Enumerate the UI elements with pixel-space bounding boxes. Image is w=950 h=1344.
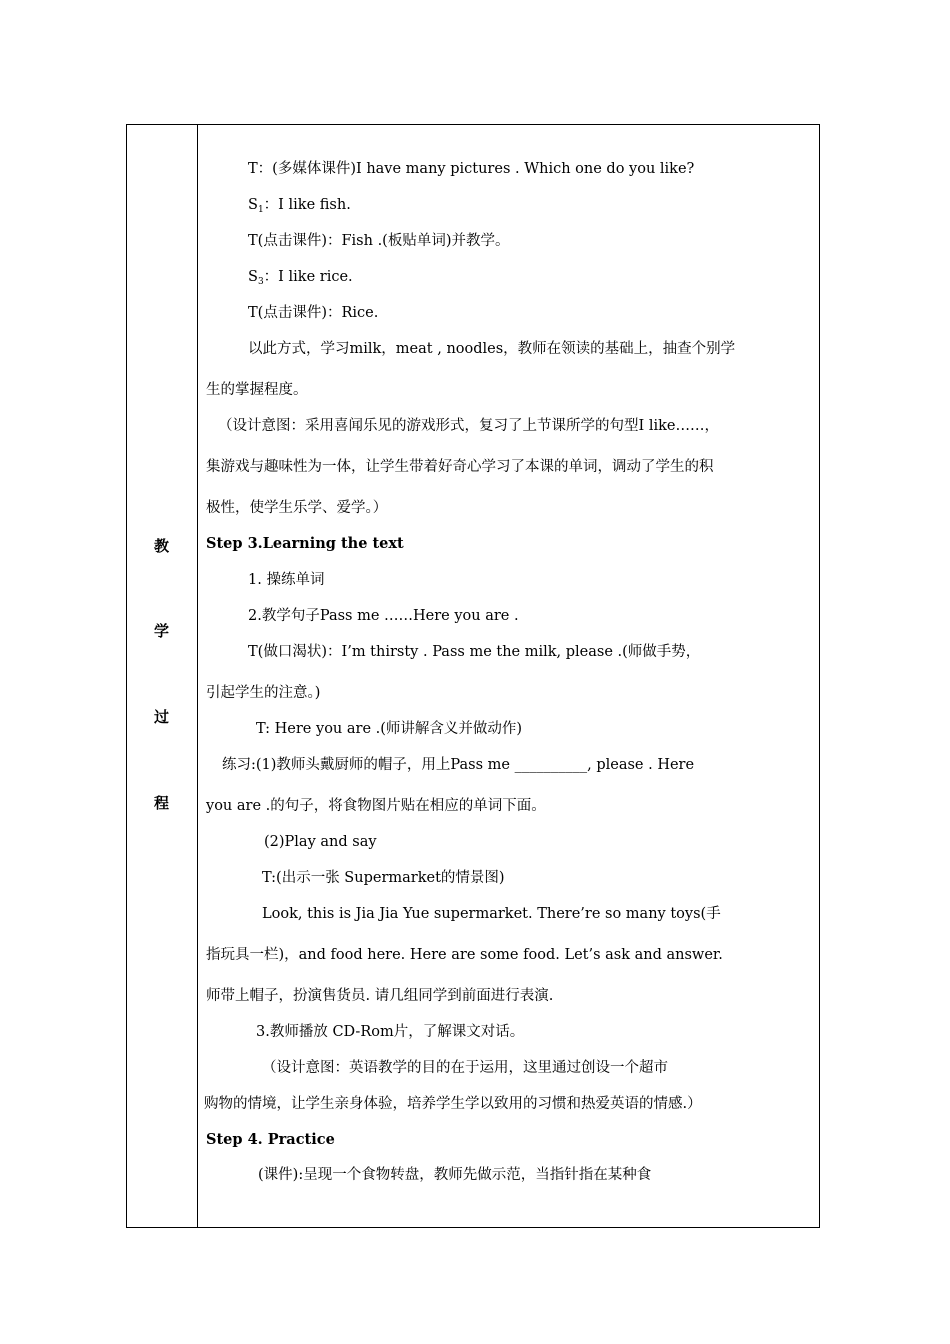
text-line-2 xyxy=(248,195,351,220)
text-line-16: T: Here you are .(师讲解含义并做动作) xyxy=(256,721,523,737)
text-line-4-body: I like rice. xyxy=(278,269,353,285)
text-line-2-body: I like fish. xyxy=(278,197,351,213)
text-line-6: 以此方式，学习milk，meat , noodles，教师在领读的基础上，抽查个别学 xyxy=(248,341,736,357)
text-line-19: (2)Play and say xyxy=(264,834,377,850)
text-line-23: 师带上帽子，扮演售货员. 请几组同学到前面进行表演. xyxy=(206,988,554,1004)
text-line-7: 生的掌握程度。 xyxy=(206,382,308,398)
text-line-13: 2.教学句子Pass me ……Here you are . xyxy=(248,608,519,624)
column-divider xyxy=(197,125,198,1227)
text-line-17: 练习:(1)教师头戴厨师的帽子，用上Pass me __________, please . Here xyxy=(222,757,695,773)
text-line-1: T：(多媒体课件)I have many pictures . Which one do you like? xyxy=(248,161,695,177)
text-line-14: T(做口渴状)：I’m thirsty . Pass me the milk, please .(师做手势， xyxy=(248,644,701,660)
label-char-2: 学 xyxy=(154,622,170,640)
text-line-4 xyxy=(248,267,353,292)
text-line-3: T(点击课件)：Fish .(板贴单词)并教学。 xyxy=(248,233,510,249)
label-char-1: 教 xyxy=(154,537,170,555)
colon: ： xyxy=(263,269,279,285)
speaker-s3: S xyxy=(248,269,258,285)
text-line-24: 3.教师播放 CD-Rom片，了解课文对话。 xyxy=(256,1024,525,1040)
text-line-21: Look, this is Jia Jia Yue supermarket. There’re so many toys(手 xyxy=(262,906,721,922)
step-4-heading: Step 4. Practice xyxy=(206,1131,335,1148)
text-line-18: you are .的句子，将食物图片贴在相应的单词下面。 xyxy=(206,798,546,814)
speaker-s3-sub: 3 xyxy=(257,277,264,287)
text-line-8: （设计意图：采用喜闻乐见的游戏形式，复习了上节课所学的句型I like……， xyxy=(218,418,719,434)
step-3-heading: Step 3.Learning the text xyxy=(206,535,404,552)
text-line-12: 1. 操练单词 xyxy=(248,572,325,588)
text-line-5: T(点击课件)：Rice. xyxy=(248,305,379,321)
text-line-9: 集游戏与趣味性为一体，让学生带着好奇心学习了本课的单词，调动了学生的积 xyxy=(206,459,714,475)
speaker-s1-sub: 1 xyxy=(257,205,264,215)
colon: ： xyxy=(263,197,279,213)
text-line-28: (课件):呈现一个食物转盘，教师先做示范，当指针指在某种食 xyxy=(258,1167,652,1183)
text-line-10: 极性，使学生乐学、爱学。） xyxy=(206,500,388,516)
text-line-20: T:(出示一张 Supermarket的情景图) xyxy=(262,870,505,886)
speaker-s1: S xyxy=(248,197,258,213)
text-line-22: 指玩具一栏)，and food here. Here are some food. Let’s ask and answer. xyxy=(206,947,723,963)
label-char-4: 程 xyxy=(154,794,170,812)
text-line-25: （设计意图：英语教学的目的在于运用，这里通过创设一个超市 xyxy=(262,1060,668,1076)
label-char-3: 过 xyxy=(154,708,170,726)
text-line-15: 引起学生的注意。) xyxy=(206,685,321,701)
text-line-26: 购物的情境，让学生亲身体验，培养学生学以致用的习惯和热爱英语的情感.） xyxy=(204,1096,702,1112)
